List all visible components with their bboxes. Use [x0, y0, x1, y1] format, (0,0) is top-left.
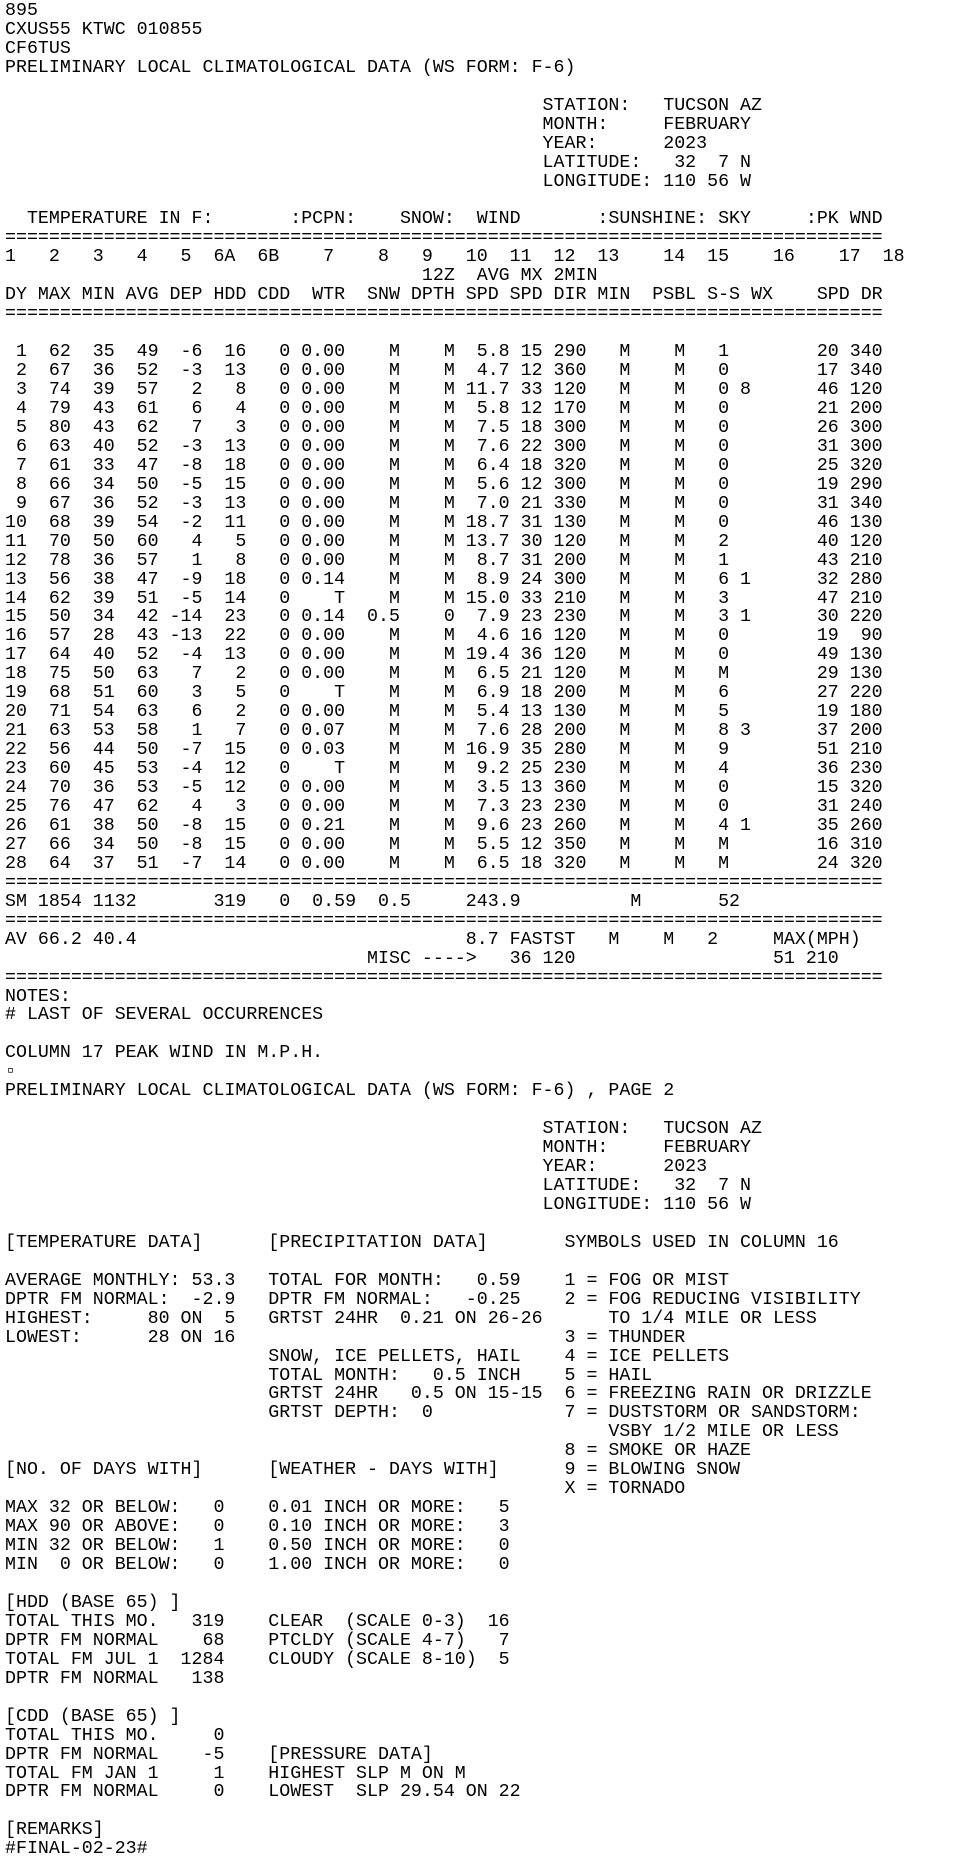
report-line: AVERAGE MONTHLY: 53.3 TOTAL FOR MONTH: 0.59 1 = FOG OR MIST — [5, 1270, 730, 1291]
report-line: GRTST DEPTH: 0 7 = DUSTSTORM OR SANDSTORM: — [5, 1403, 861, 1424]
report-line: 22 56 44 50 -7 15 0 0.03 M M 16.9 35 280 M M 9 51 210 — [5, 740, 883, 761]
report-line: 20 71 54 63 6 2 0 0.00 M M 5.4 13 130 M M 5 19 180 — [5, 702, 883, 723]
report-line: 15 50 34 42 -14 23 0 0.14 0.5 0 7.9 23 230 M M 3 1 30 220 — [5, 607, 883, 628]
report-line: DPTR FM NORMAL: -2.9 DPTR FM NORMAL: -0.25 2 = FOG REDUCING VISIBILITY — [5, 1289, 861, 1310]
report-line: ================================================================================ — [5, 872, 883, 893]
report-line: TOTAL THIS MO. 319 CLEAR (SCALE 0-3) 16 — [5, 1611, 510, 1632]
report-line: SNOW, ICE PELLETS, HAIL 4 = ICE PELLETS — [5, 1346, 730, 1367]
report-line: TOTAL FM JUL 1 1284 CLOUDY (SCALE 8-10) 5 — [5, 1649, 510, 1670]
report-line: 17 64 40 52 -4 13 0 0.00 M M 19.4 36 120 M M 0 49 130 — [5, 645, 883, 666]
report-line: MISC ----> 36 120 51 210 — [5, 948, 839, 969]
report-line: 18 75 50 63 7 2 0 0.00 M M 6.5 21 120 M M M 29 130 — [5, 664, 883, 685]
report-line — [5, 1689, 969, 1708]
report-line: 5 80 43 62 7 3 0 0.00 M M 7.5 18 300 M M 0 26 300 — [5, 417, 883, 438]
report-line: [NO. OF DAYS WITH] [WEATHER - DAYS WITH] 9 = BLOWING SNOW — [5, 1460, 741, 1481]
report-line: 28 64 37 51 -7 14 0 0.00 M M 6.5 18 320 M M M 24 320 — [5, 853, 883, 874]
report-line: DY MAX MIN AVG DEP HDD CDD WTR SNW DPTH SPD SPD DIR MIN PSBL S-S WX SPD DR — [5, 285, 883, 306]
report-line — [5, 1101, 969, 1120]
report-line: MAX 32 OR BELOW: 0 0.01 INCH OR MORE: 5 — [5, 1498, 510, 1519]
report-line: 8 66 34 50 -5 15 0 0.00 M M 5.6 12 300 M M 0 19 290 — [5, 474, 883, 495]
report-line: CXUS55 KTWC 010855 — [5, 19, 203, 40]
report-line: 1 62 35 49 -6 16 0 0.00 M M 5.8 15 290 M M 1 20 340 — [5, 342, 883, 363]
report-line: MIN 0 OR BELOW: 0 1.00 INCH OR MORE: 0 — [5, 1555, 510, 1576]
report-line: LONGITUDE: 110 56 W — [5, 171, 751, 192]
report-line: [HDD (BASE 65) ] — [5, 1592, 181, 1613]
report-line: 13 56 38 47 -9 18 0 0.14 M M 8.9 24 300 M M 6 1 32 280 — [5, 569, 883, 590]
report-line: 11 70 50 60 4 5 0 0.00 M M 13.7 30 120 M M 2 40 120 — [5, 531, 883, 552]
report-line: 12Z AVG MX 2MIN — [5, 266, 598, 287]
report-line: STATION: TUCSON AZ — [5, 1119, 762, 1140]
report-line: MONTH: FEBRUARY — [5, 114, 751, 135]
report-line: TOTAL MONTH: 0.5 INCH 5 = HAIL — [5, 1365, 653, 1386]
report-line: TOTAL THIS MO. 0 — [5, 1725, 225, 1746]
report-line: 21 63 53 58 1 7 0 0.07 M M 7.6 28 200 M M 8 3 37 200 — [5, 721, 883, 742]
report-line: YEAR: 2023 — [5, 133, 708, 154]
report-line: 14 62 39 51 -5 14 0 T M M 15.0 33 210 M M 3 47 210 — [5, 588, 883, 609]
report-line: MAX 90 OR ABOVE: 0 0.10 INCH OR MORE: 3 — [5, 1517, 510, 1538]
report-line: COLUMN 17 PEAK WIND IN M.P.H. — [5, 1043, 324, 1064]
report-line: 4 79 43 61 6 4 0 0.00 M M 5.8 12 170 M M 0 21 200 — [5, 398, 883, 419]
report-line: 27 66 34 50 -8 15 0 0.00 M M 5.5 12 350 M M M 16 310 — [5, 834, 883, 855]
report-line: 6 63 40 52 -3 13 0 0.00 M M 7.6 22 300 M M 0 31 300 — [5, 436, 883, 457]
report-line: TOTAL FM JAN 1 1 HIGHEST SLP M ON M — [5, 1763, 466, 1784]
report-line: 10 68 39 54 -2 11 0 0.00 M M 18.7 31 130 M M 0 46 130 — [5, 512, 883, 533]
report-line: YEAR: 2023 — [5, 1157, 708, 1178]
report-line: 3 74 39 57 2 8 0 0.00 M M 11.7 33 120 M M 0 8 46 120 — [5, 380, 883, 401]
report-line: ▫ — [5, 1062, 16, 1083]
report-line — [5, 78, 969, 97]
report-line: DPTR FM NORMAL -5 [PRESSURE DATA] — [5, 1744, 433, 1765]
report-line: GRTST 24HR 0.5 ON 15-15 6 = FREEZING RAIN OR DRIZZLE — [5, 1384, 872, 1405]
report-line: 2 67 36 52 -3 13 0 0.00 M M 4.7 12 360 M M 0 17 340 — [5, 361, 883, 382]
report-line: LATITUDE: 32 7 N — [5, 1176, 751, 1197]
report-line: LONGITUDE: 110 56 W — [5, 1194, 751, 1215]
report-line: VSBY 1/2 MILE OR LESS — [5, 1422, 839, 1443]
report-line: 9 67 36 52 -3 13 0 0.00 M M 7.0 21 330 M M 0 31 340 — [5, 493, 883, 514]
report-line: HIGHEST: 80 ON 5 GRTST 24HR 0.21 ON 26-26 TO 1/4 MILE OR LESS — [5, 1308, 817, 1329]
report-line: ================================================================================ — [5, 228, 883, 249]
report-line: SM 1854 1132 319 0 0.59 0.5 243.9 M 52 — [5, 891, 741, 912]
report-line — [5, 324, 969, 343]
report-line: #FINAL-02-23# — [5, 1839, 148, 1860]
report-line: 26 61 38 50 -8 15 0 0.21 M M 9.6 23 260 M M 4 1 35 260 — [5, 815, 883, 836]
report-line — [5, 1575, 969, 1594]
report-line: 23 60 45 53 -4 12 0 T M M 9.2 25 230 M M 4 36 230 — [5, 759, 883, 780]
report-line: STATION: TUCSON AZ — [5, 95, 762, 116]
report-line: 1 2 3 4 5 6A 6B 7 8 9 10 11 12 13 14 15 16 17 18 — [5, 247, 905, 268]
report-line: X = TORNADO — [5, 1479, 686, 1500]
report-line — [5, 192, 969, 211]
report-line: DPTR FM NORMAL 138 — [5, 1668, 225, 1689]
report-line: DPTR FM NORMAL 68 PTCLDY (SCALE 4-7) 7 — [5, 1630, 510, 1651]
report-line: 25 76 47 62 4 3 0 0.00 M M 7.3 23 230 M M 0 31 240 — [5, 796, 883, 817]
report-line: PRELIMINARY LOCAL CLIMATOLOGICAL DATA (WS FORM: F-6) — [5, 57, 576, 78]
report-line: TEMPERATURE IN F: :PCPN: SNOW: WIND :SUNSHINE: SKY :PK WND — [5, 209, 883, 230]
report-line: 12 78 36 57 1 8 0 0.00 M M 8.7 31 200 M M 1 43 210 — [5, 550, 883, 571]
report-line: LATITUDE: 32 7 N — [5, 152, 751, 173]
report-line — [5, 1802, 969, 1821]
report-line — [5, 1253, 969, 1272]
report-line: ================================================================================ — [5, 910, 883, 931]
report-line: LOWEST: 28 ON 16 3 = THUNDER — [5, 1327, 686, 1348]
report-line: 7 61 33 47 -8 18 0 0.00 M M 6.4 18 320 M M 0 25 320 — [5, 455, 883, 476]
report-line — [5, 1025, 969, 1044]
report-line: ================================================================================ — [5, 304, 883, 325]
report-line: 24 70 36 53 -5 12 0 0.00 M M 3.5 13 360 M M 0 15 320 — [5, 778, 883, 799]
report-line — [5, 1215, 969, 1234]
report-line: 8 = SMOKE OR HAZE — [5, 1441, 751, 1462]
report-line: PRELIMINARY LOCAL CLIMATOLOGICAL DATA (WS FORM: F-6) , PAGE 2 — [5, 1081, 675, 1102]
report-line: 19 68 51 60 3 5 0 T M M 6.9 18 200 M M 6 27 220 — [5, 683, 883, 704]
report-line: [TEMPERATURE DATA] [PRECIPITATION DATA] SYMBOLS USED IN COLUMN 16 — [5, 1232, 839, 1253]
report-line: NOTES: — [5, 986, 71, 1007]
report-line: MIN 32 OR BELOW: 1 0.50 INCH OR MORE: 0 — [5, 1536, 510, 1557]
report-line: 16 57 28 43 -13 22 0 0.00 M M 4.6 16 120 M M 0 19 90 — [5, 626, 883, 647]
report-line: MONTH: FEBRUARY — [5, 1138, 751, 1159]
report-line: AV 66.2 40.4 8.7 FASTST M M 2 MAX(MPH) — [5, 929, 861, 950]
report-line: [CDD (BASE 65) ] — [5, 1706, 181, 1727]
report-line: 895 — [5, 1, 38, 21]
report-line: # LAST OF SEVERAL OCCURRENCES — [5, 1005, 324, 1026]
report-line: [REMARKS] — [5, 1820, 104, 1841]
report-line: CF6TUS — [5, 38, 71, 59]
report-line: ================================================================================ — [5, 967, 883, 988]
report-line: DPTR FM NORMAL 0 LOWEST SLP 29.54 ON 22 — [5, 1782, 521, 1803]
